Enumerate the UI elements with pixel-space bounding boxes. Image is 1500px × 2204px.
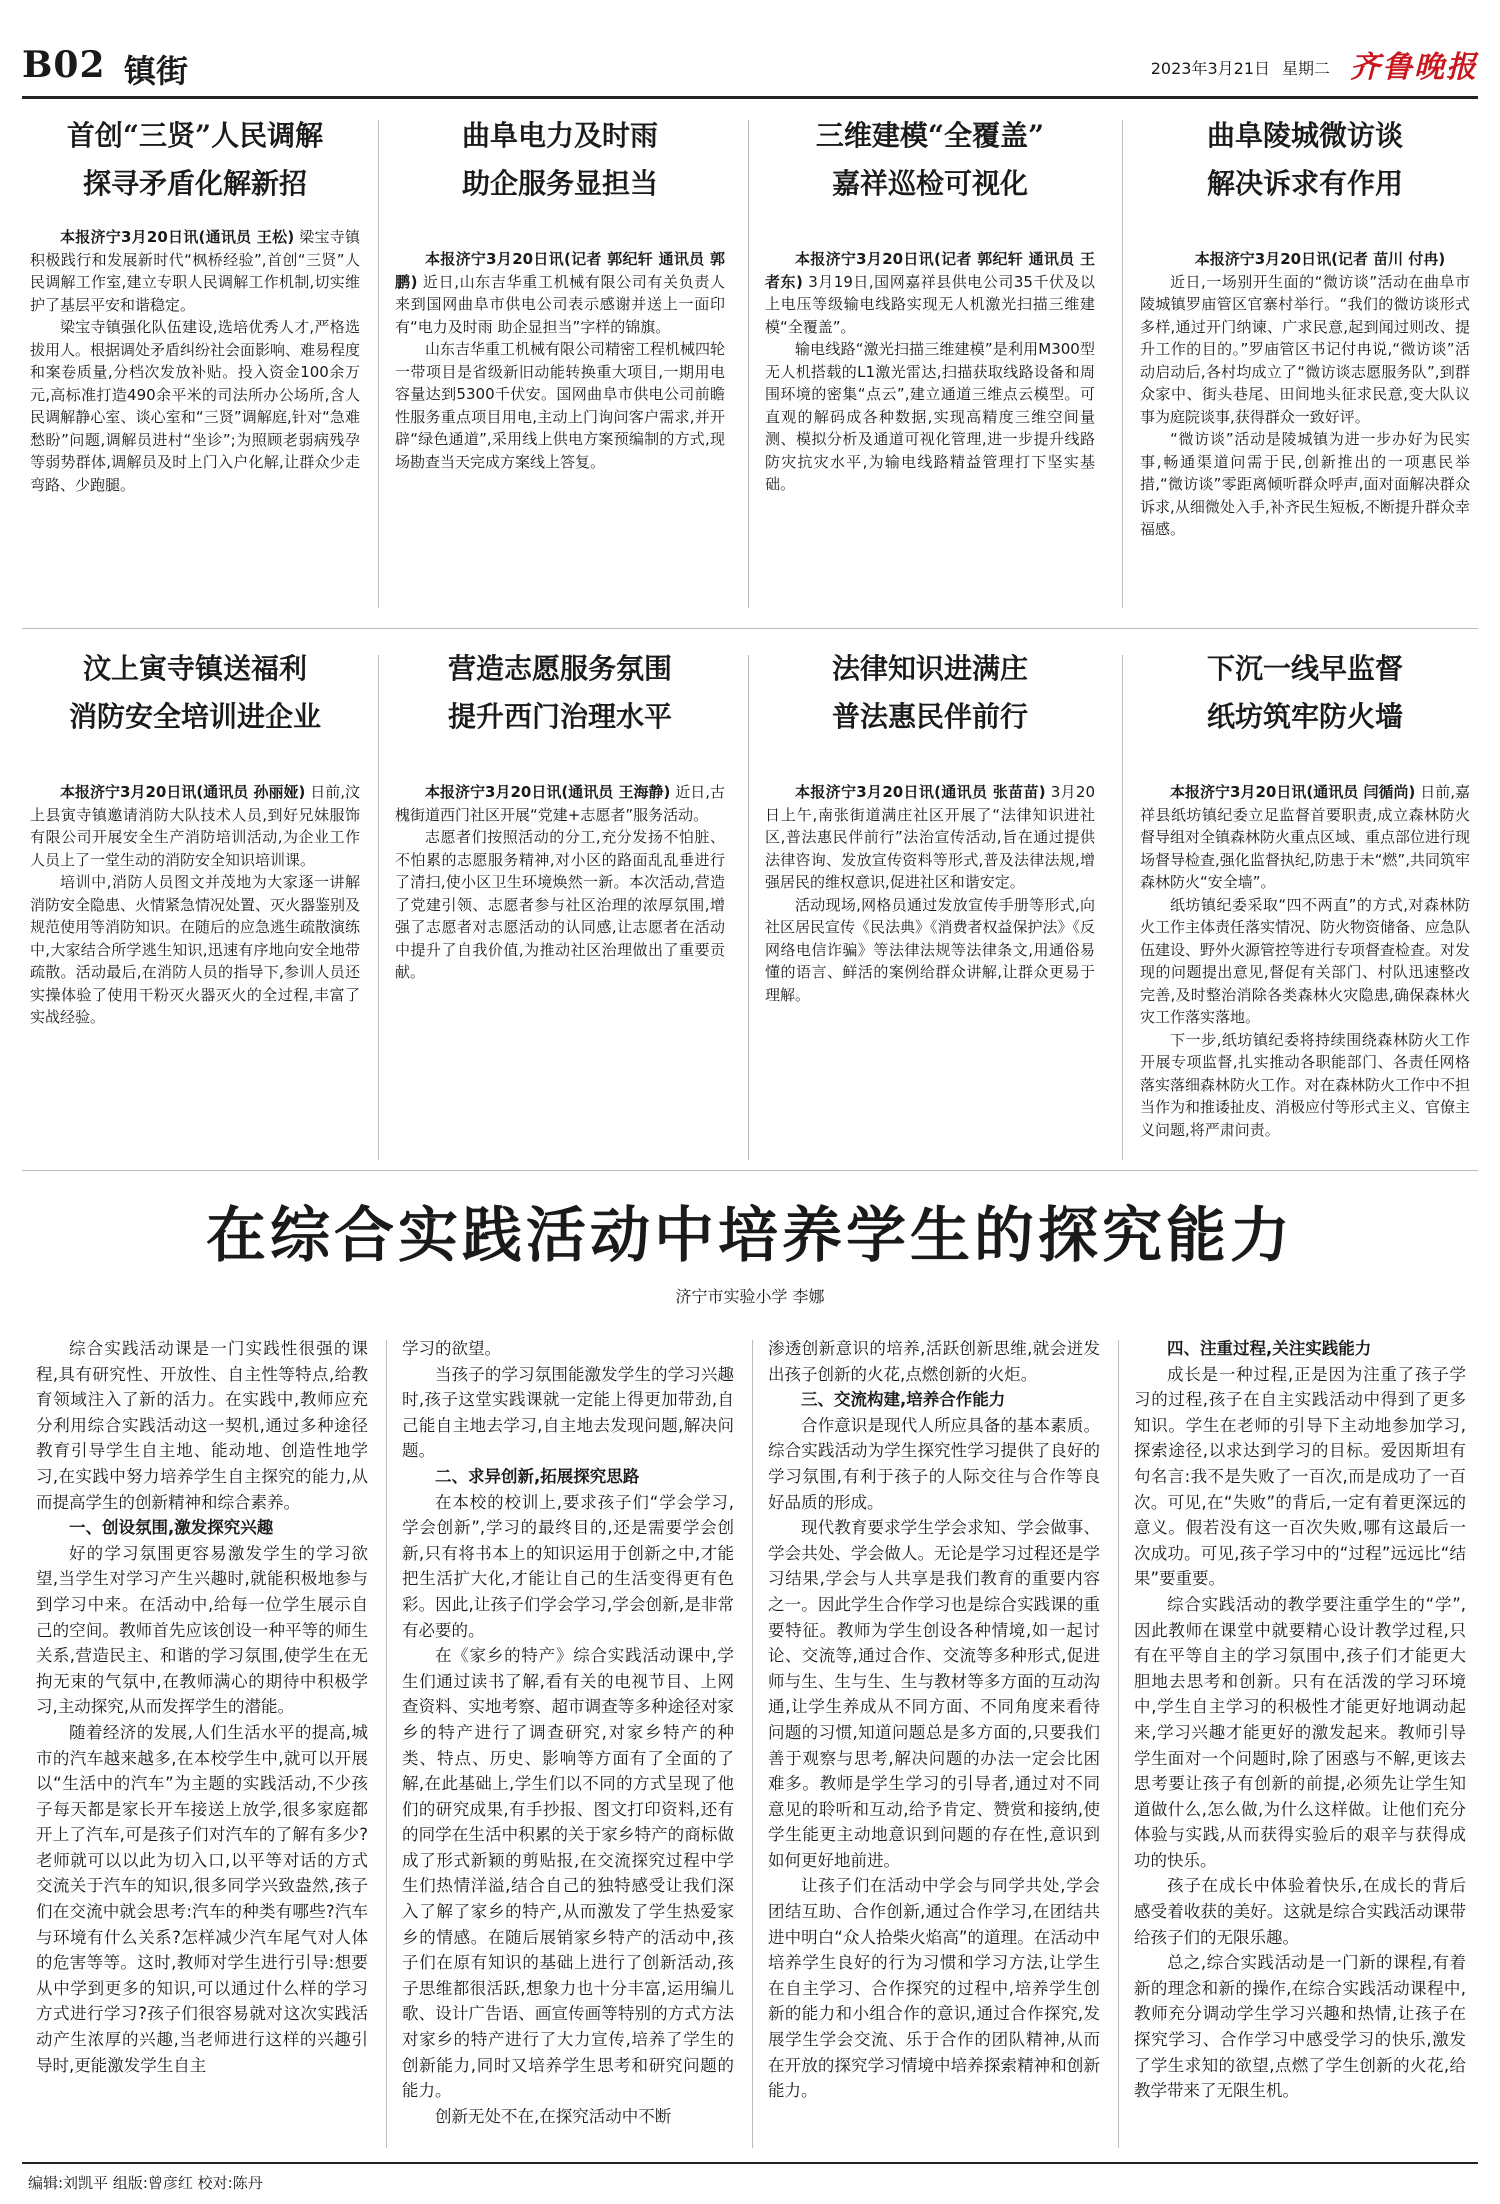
article-body (1140, 248, 1470, 541)
article-paragraph: 本报济宁3月20日讯(通讯员 王松) 梁宝寺镇积极践行和发展新时代“枫桥经验”,首创“三贤”人民调解工作室,建立专职人民调解工作机制,切实维护了基层平安和谐稳定。 (30, 228, 360, 314)
article-2 (395, 112, 725, 473)
column-divider (748, 120, 749, 608)
feature-paragraph: 在《家乡的特产》综合实践活动课中,学生们通过读书了解,看有关的电视节目、上网查资料、实地考察、超市调查等多种途径对家乡的特产进行了调查研究,对家乡特产的种类、特点、历史、影响等方面有了全面的了解,在此基础上,学生们以不同的方式呈现了他们的研究成果,有手抄报、图文打印资料,还有的同学在生活中积累的关于家乡特产的商标做成了形式新颖的剪贴报,在交流探究过程中学生们热情洋溢,结合自己的独特感受让我们深入了解了家乡的特产,从而激发了学生热爱家乡的情感。在随后展销家乡特产的活动中,孩子们在原有知识的基础上进行了创新活动,孩子思维都很活跃,想象力也十分丰富,运用编儿歌、设计广告语、画宣传画等特别的方式方法对家乡的特产进行了大力宣传,培养了学生的创新能力,同时又培养学生思考和研究问题的能力。 (402, 1646, 734, 2101)
feature-paragraph: 创新无处不在,在探究活动中不断 (435, 2106, 672, 2126)
article-headline (765, 112, 1095, 208)
dateline: 本报济宁3月20日讯(记者 郭纪轩 通讯员 郭鹏) (395, 250, 725, 291)
headline-line-2: 解决诉求有作用 (1206, 167, 1403, 200)
article-paragraph: 本报济宁3月20日讯(通讯员 孙丽娅) 日前,汶上县寅寺镇邀请消防大队技术人员,到好兄妹服饰有限公司开展安全生产消防培训活动,为企业工作人员上了一堂生动的消防安全知识培训课。 (30, 783, 360, 869)
feature-paragraph: 好的学习氛围更容易激发学生的学习欲望,当学生对学习产生兴趣时,就能积极地参与到学习中来。在活动中,给每一位学生展示自己的空间。教师首先应该创设一种平等的师生关系,营造民主、和谐的学习氛围,使学生在无拘无束的气氛中,在教师满心的期待中积极学习,主动探究,从而发挥学生的潜能。 (36, 1543, 368, 1717)
newspaper-logo: 齐鲁晚报 (1350, 50, 1478, 85)
article-headline (30, 112, 360, 208)
dateline: 本报济宁3月20日讯(通讯员 王海静) (425, 783, 671, 801)
feature-paragraph: 合作意识是现代人所应具备的基本素质。综合实践活动为学生探究性学习提供了良好的学习氛围,有利于孩子的人际交往与合作等良好品质的形成。 (768, 1415, 1100, 1512)
feature-paragraph: 学习的欲望。 (402, 1339, 501, 1358)
article-paragraph: 本报济宁3月20日讯(通讯员 闫循尚) 日前,嘉祥县纸坊镇纪委立足监督首要职责,成立森林防火督导组对全镇森林防火重点区域、重点部位进行现场督导检查,强化监督执纪,防患于未“燃”,共同筑牢森林防火“安全墙”。 (1140, 783, 1471, 891)
article-body (30, 781, 360, 1029)
article-headline (765, 645, 1095, 741)
article-headline (395, 112, 725, 208)
article-paragraph: 本报济宁3月20日讯(通讯员 王海静) 近日,古槐街道西门社区开展“党建+志愿者”服务活动。 (395, 783, 725, 824)
headline-line-1: 汶上寅寺镇送福利 (82, 652, 307, 685)
column-divider (386, 1340, 387, 2148)
feature-subheading: 一、创设氛围,激发探究兴趣 (69, 1518, 274, 1538)
article-6 (395, 645, 725, 984)
column-divider (752, 1340, 753, 2148)
feature-paragraph: 综合实践活动课是一门实践性很强的课程,具有研究性、开放性、自主性等特点,给教育领域注入了新的活力。在实践中,教师应充分利用综合实践活动这一契机,通过多种途径教育引导学生自主地、能动地、创造性地学习,在实践中努力培养学生自主探究的能力,从而提高学生的创新精神和综合素养。 (36, 1339, 368, 1512)
article-paragraph: 本报济宁3月20日讯(记者 郭纪轩 通讯员 王者东) 3月19日,国网嘉祥县供电公司35千伏及以上电压等级输电线路实现无人机激光扫描三维建模“全覆盖”。 (765, 250, 1096, 336)
headline-line-1: 曲阜电力及时雨 (461, 119, 658, 152)
footer-rule (22, 2162, 1478, 2164)
article-body (1140, 781, 1470, 1141)
feature-paragraph: 综合实践活动的教学要注重学生的“学”,因此教师在课堂中就要精心设计教学过程,只有在平等自主的学习氛围中,孩子们才能更大胆地去思考和创新。只有在活泼的学习环境中,学生自主学习的积极性才能更好地调动起来,学习兴趣才能更好的激发起来。教师引导学生面对一个问题时,除了困惑与不解,更该去思考要让孩子有创新的前提,必须先让学生知道做什么,怎么做,为什么这样做。让他们充分体验与实践,从而获得实验后的艰辛与获得成功的快乐。 (1134, 1594, 1466, 1870)
article-paragraph: 本报济宁3月20日讯(通讯员 张苗苗) 3月20日上午,南张街道满庄社区开展了“法律知识进社区,普法惠民伴前行”法治宣传活动,旨在通过提供法律咨询、发放宣传资料等形式,普及法律法规,增强居民的维权意识,促进社区和谐安定。 (765, 783, 1095, 891)
column-divider (1118, 1340, 1119, 2148)
headline-line-2: 纸坊筑牢防火墙 (1206, 700, 1403, 733)
column-divider (378, 120, 379, 608)
headline-line-2: 提升西门治理水平 (447, 700, 672, 733)
feature-column-3 (768, 1336, 1100, 2104)
article-1 (30, 112, 360, 496)
headline-line-1: 三维建模“全覆盖” (815, 119, 1045, 152)
column-divider (1122, 120, 1123, 608)
article-body (395, 781, 725, 984)
feature-paragraph: 总之,综合实践活动是一门新的课程,有着新的理念和新的操作,在综合实践活动课程中,教师充分调动学生学习兴趣和热情,让孩子在探究学习、合作学习中感受学习的快乐,激发了学生求知的欲望,点燃了学生创新的火花,给教学带来了无限生机。 (1134, 1953, 1466, 2101)
feature-subheading: 三、交流构建,培养合作能力 (801, 1390, 1006, 1410)
feature-paragraph: 渗透创新意识的培养,活跃创新思维,就会迸发出孩子创新的火花,点燃创新的火炬。 (768, 1339, 1100, 1384)
feature-paragraph: 当孩子的学习氛围能激发学生的学习兴趣时,孩子这堂实践课就一定能上得更加带劲,自己能自主地去学习,自主地去发现问题,解决问题。 (402, 1364, 734, 1461)
issue-weekday: 星期二 (1281, 59, 1330, 78)
article-paragraph: 活动现场,网格员通过发放宣传手册等形式,向社区居民宣传《民法典》《消费者权益保护法》《反网络电信诈骗》等法律法规等法律条文,用通俗易懂的语言、鲜活的案例给群众讲解,让群众更易于理解。 (765, 895, 1096, 1004)
article-paragraph: 输电线路“激光扫描三维建模”是利用M300型无人机搭载的L1激光雷达,扫描获取线路设备和周围环境的密集“点云”,建立通道三维点云模型。可直观的解码成各种数据,实现高精度三维空间量测、模拟分析及通道可视化管理,进一步提升线路防灾抗灾水平,为输电线路精益管理打下坚实基础。 (765, 340, 1095, 493)
dateline: 本报济宁3月20日讯(通讯员 孙丽娅) (60, 783, 306, 801)
article-paragraph: 山东吉华重工机械有限公司精密工程机械四轮一带项目是省级新旧动能转换重大项目,一期用电容量达到5300千伏安。国网曲阜市供电公司前瞻性服务重点项目用电,主动上门询问客户需求,并开辟“绿色通道”,采用线上供电方案预编制的方式,现场勘查当天完成方案线上答复。 (395, 340, 726, 471)
feature-subheading: 二、求异创新,拓展探究思路 (435, 1466, 640, 1486)
article-paragraph: 下一步,纸坊镇纪委将持续围绕森林防火工作开展专项监督,扎实推动各职能部门、各责任网格落实落细森林防火工作。对在森林防火工作中不担当作为和推诿扯皮、消极应付等形式主义、官僚主义问题,将严肃问责。 (1140, 1030, 1471, 1139)
feature-paragraph: 让孩子们在活动中学会与同学共处,学会团结互助、合作创新,通过合作学习,在团结共进中明白“众人拾柴火焰高”的道理。在活动中培养学生良好的行为习惯和学习方法,让学生在自主学习、合作探究的过程中,培养学生创新的能力和小组合作的意识,通过合作探究,发展学生学会交流、乐于合作的团队精神,从而在开放的探究学习情境中培养探索精神和创新能力。 (768, 1876, 1100, 2101)
feature-column-1 (36, 1336, 368, 2078)
feature-paragraph: 成长是一种过程,正是因为注重了孩子学习的过程,孩子在自主实践活动中得到了更多知识。学生在老师的引导下主动地参加学习,探索途径,以求达到学习的目标。爱因斯坦有句名言:我不是失败了一百次,而是成功了一百次。可见,在“失败”的背后,一定有着更深远的意义。假若没有这一百次失败,哪有这最后一次成功。可见,孩子学习中的“过程”远远比“结果”要重要。 (1134, 1364, 1466, 1589)
article-body (765, 781, 1095, 1006)
headline-line-2: 助企服务显担当 (461, 167, 658, 200)
dateline: 本报济宁3月20日讯(通讯员 张苗苗) (795, 783, 1046, 801)
article-paragraph: 培训中,消防人员图文并茂地为大家逐一讲解消防安全隐患、火情紧急情况处置、灭火器鉴别及规范使用等消防知识。在随后的应急逃生疏散演练中,大家结合所学逃生知识,迅速有序地向安全地带疏散。活动最后,在消防人员的指导下,参训人员还实操体验了使用干粉灭火器灭火的全过程,丰富了实战经验。 (30, 873, 361, 1026)
page-header (22, 40, 1478, 92)
article-body (765, 248, 1095, 496)
article-body (395, 248, 725, 473)
headline-line-2: 探寻矛盾化解新招 (82, 167, 307, 200)
headline-line-1: 法律知识进满庄 (831, 652, 1028, 685)
feature-paragraph: 随着经济的发展,人们生活水平的提高,城市的汽车越来越多,在本校学生中,就可以开展以“生活中的汽车”为主题的实践活动,不少孩子每天都是家长开车接送上放学,很多家庭都开上了汽车,可是孩子们对汽车的了解有多少?老师就可以以此为切入口,以平等对话的方式交流关于汽车的知识,很多同学兴致盎然,孩子们在交流中就会思考:汽车的种类有哪些?汽车与环境有什么关系?怎样减少汽车尾气对人体的危害等等。这时,教师对学生进行引导:想要从中学到更多的知识,可以通过什么样的学习方式进行学习?孩子们很容易就对这次实践活动产生浓厚的兴趣,当老师进行这样的兴趣引导时,更能激发学生自主 (36, 1722, 368, 2075)
article-4 (1140, 112, 1470, 541)
feature-title: 在综合实践活动中培养学生的探究能力 (206, 1201, 1294, 1271)
column-divider (1122, 655, 1123, 1160)
feature-paragraph: 在本校的校训上,要求孩子们“学会学习,学会创新”,学习的最终目的,还是需要学会创新,只有将书本上的知识运用于创新之中,才能把生活扩大化,才能让自己的生活变得更有色彩。因此,让孩子们学会学习,学会创新,是非常有必要的。 (402, 1492, 734, 1640)
article-headline (1140, 112, 1470, 208)
headline-line-2: 嘉祥巡检可视化 (831, 167, 1028, 200)
article-paragraph: 梁宝寺镇强化队伍建设,选培优秀人才,严格选拔用人。根据调处矛盾纠纷社会面影响、难易程度和案卷质量,分档次发放补贴。投入资金100余万元,高标准打造490余平米的司法所办公场所,含人民调解静心室、谈心室和“三贤”调解庭,针对“急难愁盼”问题,调解员进村“坐诊”;为照顾老弱病残孕等弱势群体,调解员及时上门入户化解,让群众少走弯路、少跑腿。 (30, 318, 361, 494)
dateline: 本报济宁3月20日讯(记者 苗川 付冉) (1194, 250, 1446, 268)
article-headline (395, 645, 725, 741)
article-paragraph: 近日,一场别开生面的“微访谈”活动在曲阜市陵城镇罗庙管区官寨村举行。“我们的微访谈形式多样,通过开门纳谏、广求民意,起到闻过则改、提升工作的目的。”罗庙管区书记付冉说,“微访谈”活动启动后,各村均成立了“微访谈志愿服务队”,到群众家中、街头巷尾、田间地头征求民意,变大队议事为庭院谈事,获得群众一致好评。 (1140, 272, 1470, 426)
headline-line-1: 下沉一线早监督 (1206, 652, 1403, 685)
article-paragraph: “微访谈”活动是陵城镇为进一步办好为民实事,畅通渠道问需于民,创新推出的一项惠民举措,“微访谈”零距离倾听群众呼声,面对面解决群众诉求,从细微处入手,补齐民生短板,不断提升群众幸福感。 (1140, 430, 1470, 538)
headline-line-2: 普法惠民伴前行 (831, 700, 1028, 733)
row-divider (22, 1170, 1478, 1171)
headline-line-2: 消防安全培训进企业 (68, 700, 321, 733)
dateline: 本报济宁3月20日讯(记者 郭纪轩 通讯员 王者东) (765, 250, 1095, 291)
feature-author: 济宁市实验小学 李娜 (675, 1287, 825, 1306)
feature-column-4 (1134, 1336, 1466, 2104)
article-headline (30, 645, 360, 741)
feature-paragraph: 孩子在成长中体验着快乐,在成长的背后感受着收获的美好。这就是综合实践活动课带给孩子们的无限乐趣。 (1134, 1876, 1466, 1947)
section-name: 镇街 (124, 52, 189, 90)
article-headline (1140, 645, 1470, 741)
feature-subheading: 四、注重过程,关注实践能力 (1167, 1339, 1372, 1358)
article-body (30, 226, 360, 496)
article-3 (765, 112, 1095, 496)
headline-line-1: 营造志愿服务氛围 (447, 652, 672, 685)
article-8 (1140, 645, 1470, 1141)
column-divider (378, 655, 379, 1160)
feature-paragraph: 现代教育要求学生学会求知、学会做事、学会共处、学会做人。无论是学习过程还是学习结果,学会与人共享是我们教育的重要内容之一。因此学生合作学习也是综合实践课的重要特征。教师为学生创设各种情境,如一起讨论、交流等,通过合作、交流等多种形式,促进师与生、生与生、生与教材等多方面的互动沟通,让学生养成从不同方面、不同角度来看待问题的习惯,知道问题总是多方面的,只要我们善于观察与思考,解决问题的办法一定会比困难多。教师是学生学习的引导者,通过对不同意见的聆听和互动,给予肯定、赞赏和接纳,使学生能更主动地意识到问题的存在性,意识到如何更好地前进。 (768, 1518, 1100, 1870)
page-number: B02 (22, 44, 106, 86)
article-paragraph (1140, 248, 1470, 271)
article-7 (765, 645, 1095, 1006)
editor-credits: 编辑:刘凯平 组版:曾彦红 校对:陈丹 (28, 2174, 263, 2192)
feature-column-2 (402, 1336, 734, 2129)
row-divider (22, 628, 1478, 629)
article-paragraph: 志愿者们按照活动的分工,充分发扬不怕脏、不怕累的志愿服务精神,对小区的路面乱乱垂进行了清扫,使小区卫生环境焕然一新。本次活动,营造了党建引领、志愿者参与社区治理的浓厚氛围,增强了志愿者对志愿活动的认同感,让志愿者在活动中提升了自我价值,为推动社区治理做出了重要贡献。 (395, 828, 725, 981)
article-paragraph: 本报济宁3月20日讯(记者 郭纪轩 通讯员 郭鹏) 近日,山东吉华重工机械有限公司有关负责人来到国网曲阜市供电公司表示感谢并送上一面印有“电力及时雨 助企显担当”字样的锦旗。 (395, 250, 726, 336)
headline-line-1: 首创“三贤”人民调解 (66, 119, 324, 152)
header-rule (22, 96, 1478, 99)
column-divider (748, 655, 749, 1160)
issue-date: 2023年3月21日 (1150, 59, 1270, 78)
headline-line-1: 曲阜陵城微访谈 (1206, 119, 1403, 152)
dateline: 本报济宁3月20日讯(通讯员 闫循尚) (1170, 783, 1416, 801)
article-5 (30, 645, 360, 1029)
dateline: 本报济宁3月20日讯(通讯员 王松) (60, 228, 295, 246)
article-paragraph: 纸坊镇纪委采取“四不两直”的方式,对森林防火工作主体责任落实情况、防火物资储备、应急队伍建设、野外火源管控等进行专项督查检查。对发现的问题提出意见,督促有关部门、村队迅速整改完善,及时整治消除各类森林火灾隐患,确保森林火灾工作落实落地。 (1140, 895, 1471, 1026)
